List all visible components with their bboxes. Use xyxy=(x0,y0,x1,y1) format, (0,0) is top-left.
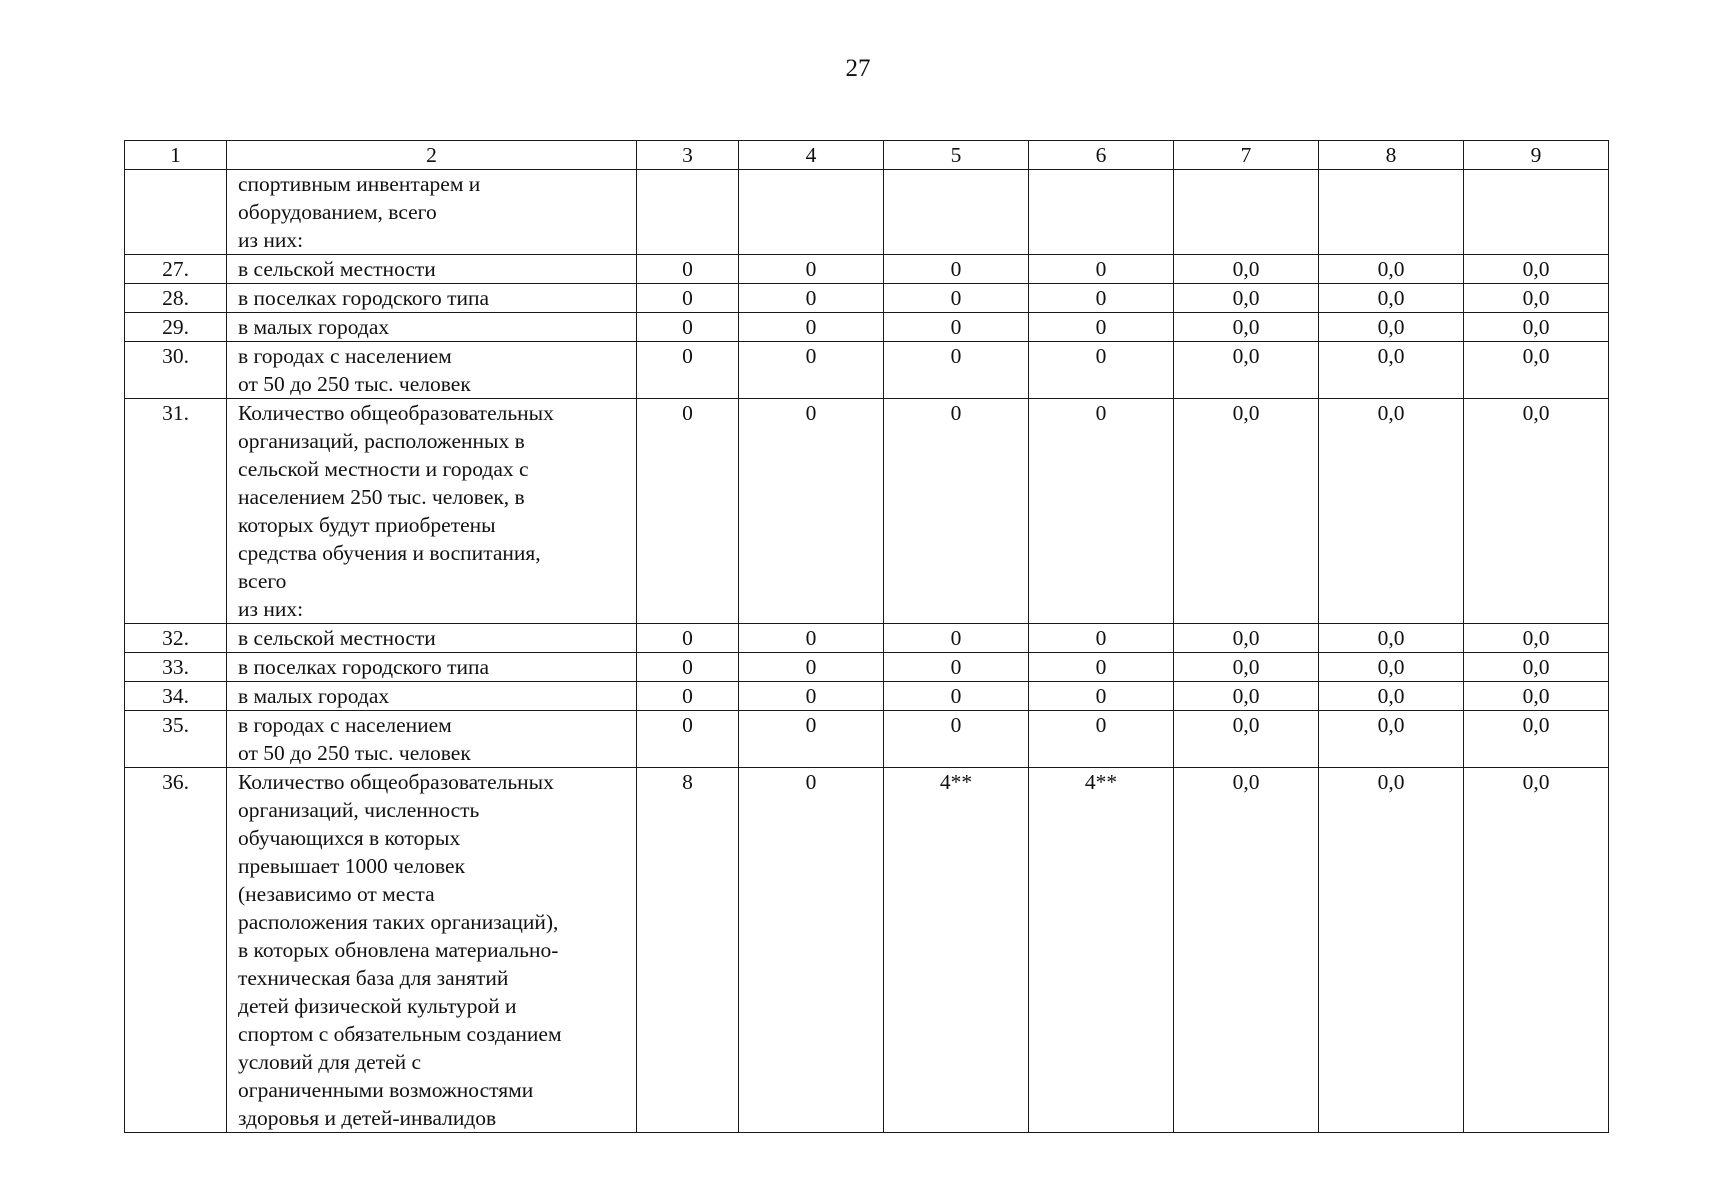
value-cell: 0,0 xyxy=(1464,399,1609,624)
value-cell: 0 xyxy=(884,624,1029,653)
value-cell: 0 xyxy=(739,313,884,342)
value-cell: 0,0 xyxy=(1319,653,1464,682)
value-cell: 0,0 xyxy=(1319,255,1464,284)
table-header-row xyxy=(125,141,1609,170)
value-cell: 4** xyxy=(1029,768,1174,1133)
value-cell: 0 xyxy=(884,313,1029,342)
column-header: 8 xyxy=(1319,141,1464,170)
column-header: 3 xyxy=(637,141,739,170)
value-cell: 0,0 xyxy=(1464,624,1609,653)
row-label: в городах с населением от 50 до 250 тыс. человек xyxy=(227,342,637,399)
value-cell: 0,0 xyxy=(1464,313,1609,342)
table-row xyxy=(125,682,1609,711)
value-cell: 0 xyxy=(884,284,1029,313)
row-label: Количество общеобразовательных организаций, расположенных в сельской местности и городах с населением 250 тыс. человек, в которых будут приобретены средства обучения и воспитания, всего из них: xyxy=(227,399,637,624)
value-cell: 0 xyxy=(884,342,1029,399)
row-label: Количество общеобразовательных организаций, численность обучающихся в которых превышает 1000 человек (независимо от места расположения таких организаций), в которых обновлена материально- техническая база для занятий детей физической культурой и спортом с обязательным созданием условий для детей с ограниченными возможностями здоровья и детей-инвалидов xyxy=(227,768,637,1133)
row-number: 30. xyxy=(125,342,227,399)
row-number xyxy=(125,170,227,255)
row-label: спортивным инвентарем и оборудованием, всего из них: xyxy=(227,170,637,255)
column-header: 1 xyxy=(125,141,227,170)
page-number: 27 xyxy=(845,55,871,82)
value-cell: 0 xyxy=(637,711,739,768)
value-cell xyxy=(739,170,884,255)
value-cell: 0 xyxy=(1029,711,1174,768)
value-cell: 0 xyxy=(739,653,884,682)
value-cell: 0 xyxy=(884,255,1029,284)
value-cell xyxy=(1464,170,1609,255)
value-cell: 8 xyxy=(637,768,739,1133)
table-row xyxy=(125,768,1609,1133)
table-row xyxy=(125,653,1609,682)
value-cell: 0,0 xyxy=(1319,313,1464,342)
value-cell: 0,0 xyxy=(1464,342,1609,399)
value-cell: 0 xyxy=(1029,342,1174,399)
row-number: 36. xyxy=(125,768,227,1133)
row-number: 28. xyxy=(125,284,227,313)
value-cell xyxy=(884,170,1029,255)
value-cell: 0 xyxy=(884,711,1029,768)
value-cell: 0,0 xyxy=(1174,624,1319,653)
row-label: в малых городах xyxy=(227,313,637,342)
value-cell: 0,0 xyxy=(1464,711,1609,768)
value-cell: 0 xyxy=(739,284,884,313)
value-cell: 0,0 xyxy=(1174,711,1319,768)
value-cell: 0 xyxy=(739,711,884,768)
value-cell: 0,0 xyxy=(1319,711,1464,768)
row-number: 31. xyxy=(125,399,227,624)
value-cell: 0 xyxy=(739,342,884,399)
value-cell: 0,0 xyxy=(1464,284,1609,313)
row-number: 34. xyxy=(125,682,227,711)
value-cell: 0 xyxy=(637,399,739,624)
value-cell: 0 xyxy=(739,255,884,284)
value-cell: 0 xyxy=(1029,284,1174,313)
column-header: 6 xyxy=(1029,141,1174,170)
table-row xyxy=(125,313,1609,342)
value-cell: 0,0 xyxy=(1174,653,1319,682)
value-cell: 0 xyxy=(637,342,739,399)
value-cell: 0,0 xyxy=(1464,682,1609,711)
column-header: 9 xyxy=(1464,141,1609,170)
value-cell: 0,0 xyxy=(1174,313,1319,342)
column-header: 7 xyxy=(1174,141,1319,170)
value-cell: 0 xyxy=(637,682,739,711)
value-cell: 0,0 xyxy=(1174,284,1319,313)
value-cell: 0,0 xyxy=(1319,342,1464,399)
row-number: 33. xyxy=(125,653,227,682)
value-cell: 0 xyxy=(739,624,884,653)
value-cell: 0 xyxy=(1029,313,1174,342)
row-number: 35. xyxy=(125,711,227,768)
table-row xyxy=(125,399,1609,624)
value-cell xyxy=(1029,170,1174,255)
value-cell: 0 xyxy=(739,399,884,624)
value-cell: 0 xyxy=(884,399,1029,624)
row-number: 32. xyxy=(125,624,227,653)
value-cell: 0,0 xyxy=(1319,399,1464,624)
value-cell: 0 xyxy=(1029,624,1174,653)
value-cell: 0,0 xyxy=(1319,624,1464,653)
value-cell: 0 xyxy=(739,768,884,1133)
value-cell: 0 xyxy=(1029,399,1174,624)
value-cell: 0 xyxy=(739,682,884,711)
value-cell: 0,0 xyxy=(1464,768,1609,1133)
table-row xyxy=(125,624,1609,653)
table-row xyxy=(125,711,1609,768)
value-cell: 0,0 xyxy=(1319,682,1464,711)
value-cell: 0,0 xyxy=(1464,653,1609,682)
row-label: в городах с населением от 50 до 250 тыс. человек xyxy=(227,711,637,768)
value-cell: 0 xyxy=(637,624,739,653)
row-label: в поселках городского типа xyxy=(227,653,637,682)
table-row xyxy=(125,170,1609,255)
value-cell: 0,0 xyxy=(1174,682,1319,711)
row-label: в сельской местности xyxy=(227,255,637,284)
row-number: 29. xyxy=(125,313,227,342)
value-cell: 0 xyxy=(884,682,1029,711)
row-label: в поселках городского типа xyxy=(227,284,637,313)
column-header: 4 xyxy=(739,141,884,170)
value-cell: 0,0 xyxy=(1174,768,1319,1133)
row-label: в малых городах xyxy=(227,682,637,711)
column-header: 5 xyxy=(884,141,1029,170)
table-row xyxy=(125,255,1609,284)
data-table xyxy=(124,140,1609,1133)
value-cell: 0 xyxy=(1029,682,1174,711)
value-cell: 0,0 xyxy=(1319,284,1464,313)
value-cell xyxy=(1319,170,1464,255)
value-cell: 0 xyxy=(1029,255,1174,284)
value-cell: 4** xyxy=(884,768,1029,1133)
value-cell: 0,0 xyxy=(1464,255,1609,284)
value-cell: 0 xyxy=(637,313,739,342)
value-cell: 0 xyxy=(1029,653,1174,682)
value-cell xyxy=(1174,170,1319,255)
table-row xyxy=(125,284,1609,313)
value-cell: 0,0 xyxy=(1174,255,1319,284)
value-cell: 0,0 xyxy=(1319,768,1464,1133)
row-label: в сельской местности xyxy=(227,624,637,653)
row-number: 27. xyxy=(125,255,227,284)
table-row xyxy=(125,342,1609,399)
value-cell: 0,0 xyxy=(1174,342,1319,399)
value-cell: 0 xyxy=(884,653,1029,682)
value-cell: 0,0 xyxy=(1174,399,1319,624)
value-cell: 0 xyxy=(637,653,739,682)
value-cell: 0 xyxy=(637,284,739,313)
value-cell: 0 xyxy=(637,255,739,284)
value-cell xyxy=(637,170,739,255)
column-header: 2 xyxy=(227,141,637,170)
